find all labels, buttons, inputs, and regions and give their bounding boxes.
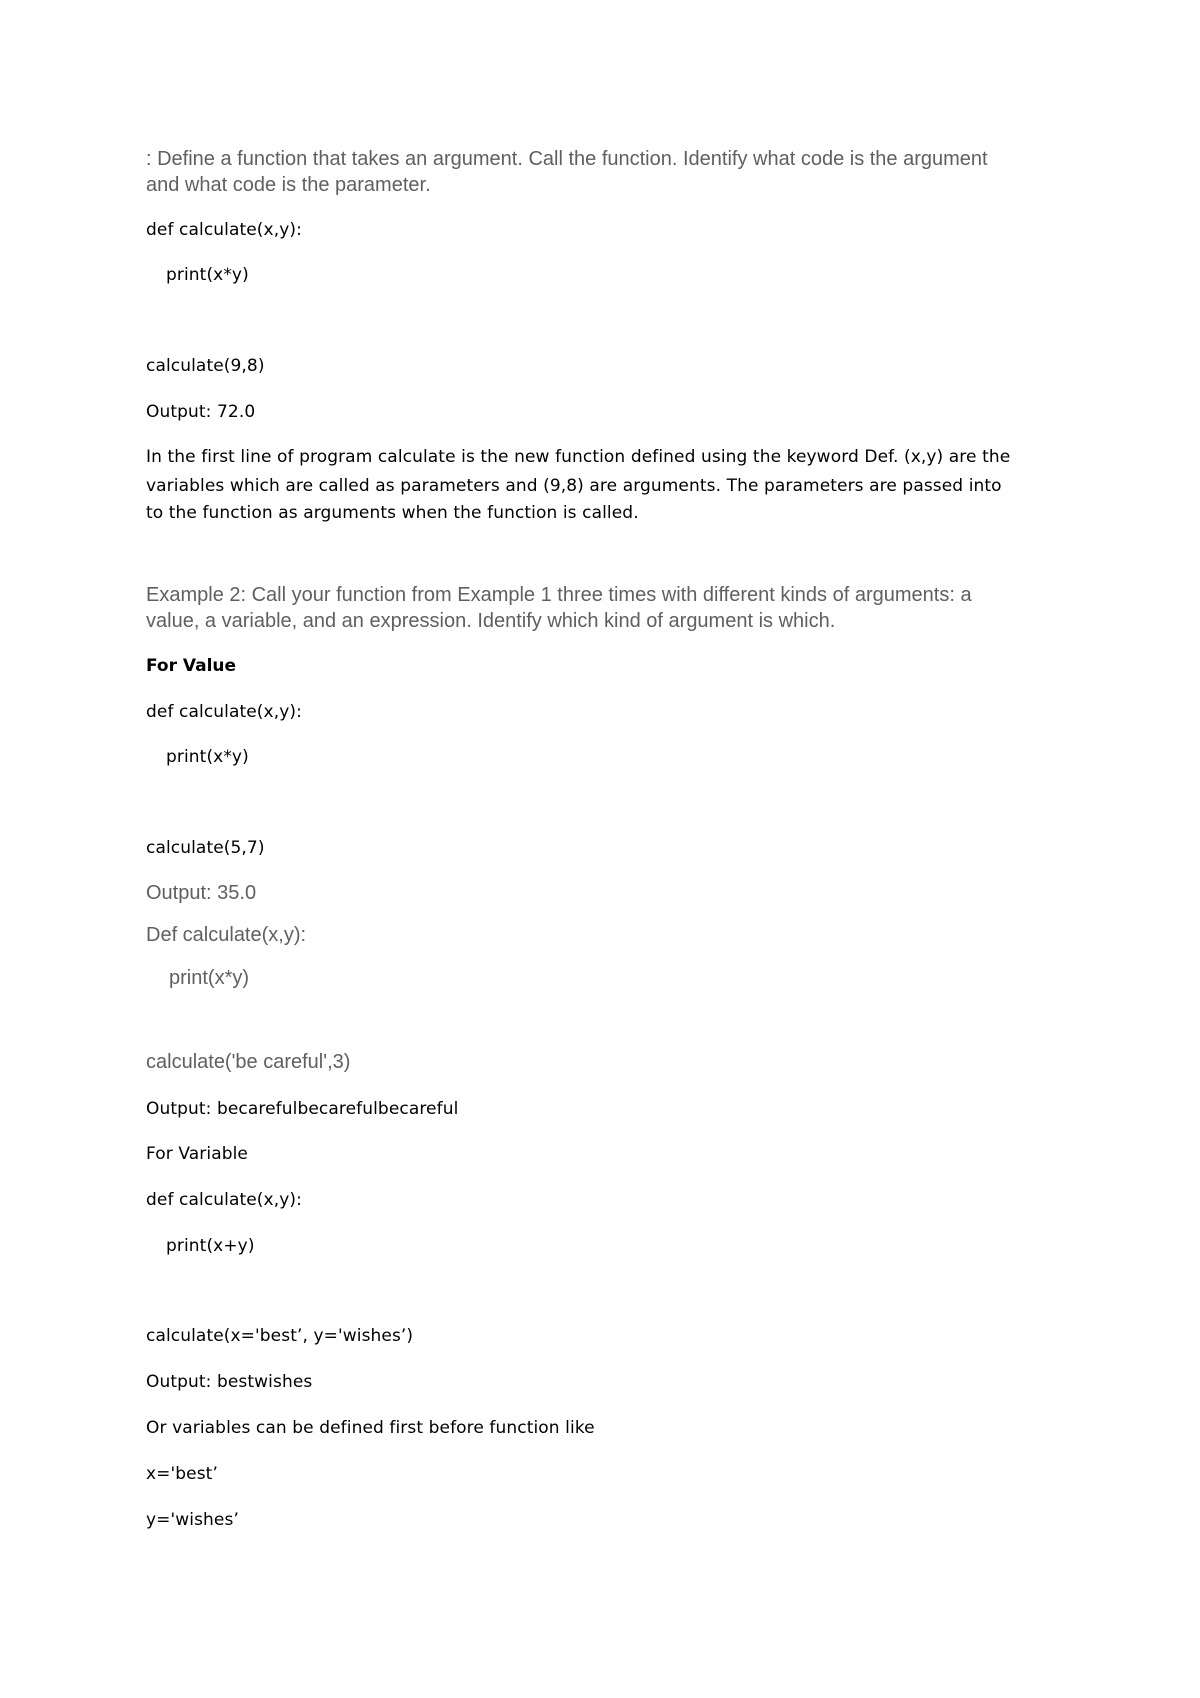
explanation-line-2: variables which are called as parameters and (9,8) are arguments. The parameters are passed into <box>146 476 1002 496</box>
question-2-line-2: value, a variable, and an expression. Identify which kind of argument is which. <box>146 610 836 632</box>
value-call-line: calculate(5,7) <box>146 838 265 858</box>
string-body-line: print(x*y) <box>169 967 250 989</box>
string-output-line: Output: becarefulbecarefulbecareful <box>146 1099 459 1119</box>
variable-call-line: calculate(x='best’, y='wishes’) <box>146 1326 414 1346</box>
variable-def-line: def calculate(x,y): <box>146 1190 302 1210</box>
variable-body-line: print(x+y) <box>166 1236 255 1256</box>
variable-output-line: Output: bestwishes <box>146 1372 313 1392</box>
variable-note-line: Or variables can be defined first before function like <box>146 1418 595 1438</box>
question-1-line-2: and what code is the parameter. <box>146 174 431 196</box>
code-def-line: def calculate(x,y): <box>146 220 302 240</box>
explanation-line-3: to the function as arguments when the function is called. <box>146 503 639 523</box>
value-def-line: def calculate(x,y): <box>146 702 302 722</box>
explanation-line-1: In the first line of program calculate is the new function defined using the keyword Def. (x,y) are the <box>146 447 1011 467</box>
var-x-line: x='best’ <box>146 1464 218 1484</box>
question-2-line-1: Example 2: Call your function from Example 1 three times with different kinds of arguments: a <box>146 584 972 606</box>
code-body-line: print(x*y) <box>166 265 249 285</box>
string-def-line: Def calculate(x,y): <box>146 924 307 946</box>
string-call-line: calculate('be careful',3) <box>146 1051 351 1073</box>
value-output-line: Output: 35.0 <box>146 882 257 904</box>
question-1-line-1: : Define a function that takes an argument. Call the function. Identify what code is the argument <box>146 148 988 170</box>
output-line: Output: 72.0 <box>146 402 256 422</box>
for-value-heading: For Value <box>146 656 237 676</box>
for-variable-heading: For Variable <box>146 1144 248 1164</box>
var-y-line: y='wishes’ <box>146 1510 239 1530</box>
value-body-line: print(x*y) <box>166 747 249 767</box>
code-call-line: calculate(9,8) <box>146 356 265 376</box>
